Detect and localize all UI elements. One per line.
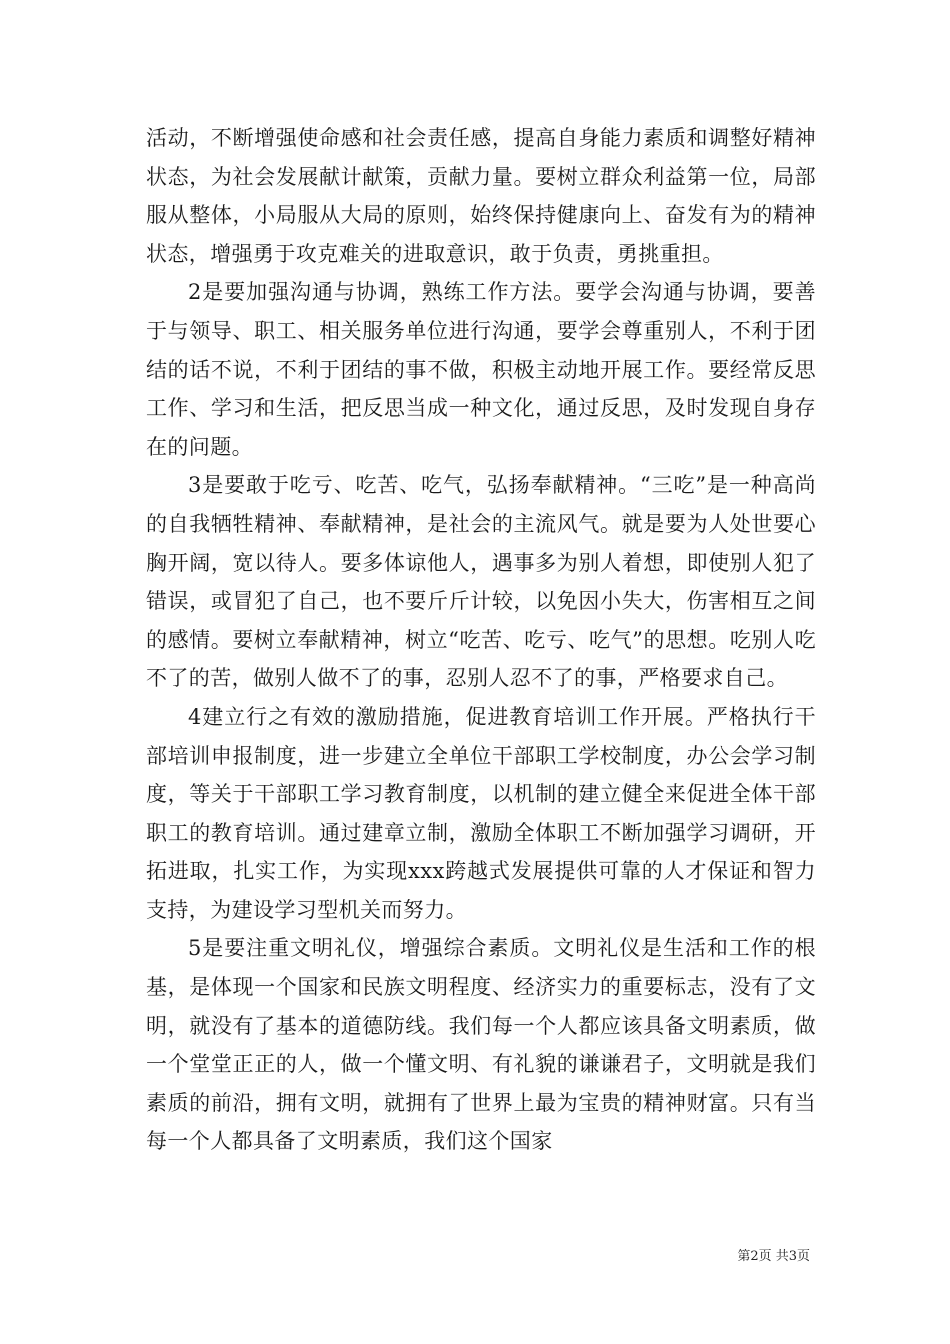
paragraph-item-5: 5是要注重文明礼仪，增强综合素质。文明礼仪是生活和工作的根基，是体现一个国家和民族文明程度、经济实力的重要标志，没有了文明，就没有了基本的道德防线。我们每一个人都应该具备文明素质，做一个堂堂正正的人，做一个懂文明、有礼貌的谦谦君子，文明就是我们素质的前沿，拥有文明，就拥有了世界上最为宝贵的精神财富。只有当每一个人都具备了文明素质，我们这个国家 (146, 936, 816, 1154)
paragraph-item-2: 2是要加强沟通与协调，熟练工作方法。要学会沟通与协调，要善于与领导、职工、相关服务单位进行沟通，要学会尊重别人，不利于团结的话不说，不利于团结的事不做，积极主动地开展工作。要经常反思工作、学习和生活，把反思当成一种文化，通过反思，及时发现自身存在的问题。 (146, 280, 816, 459)
body-text (146, 119, 816, 1161)
paragraph-continuation: 活动，不断增强使命感和社会责任感，提高自身能力素质和调整好精神状态，为社会发展献计献策，贡献力量。要树立群众利益第一位，局部服从整体，小局服从大局的原则，始终保持健康向上、奋发有为的精神状态，增强勇于攻克难关的进取意识，敢于负责，勇挑重担。 (146, 126, 816, 266)
page-number-footer: 第2页 共3页 (737, 1249, 810, 1264)
paragraph-item-3: 3是要敢于吃亏、吃苦、吃气，弘扬奉献精神。“三吃”是一种高尚的自我牺牲精神、奉献精神，是社会的主流风气。就是要为人处世要心胸开阔，宽以待人。要多体谅他人，遇事多为别人着想，即使别人犯了错误，或冒犯了自己，也不要斤斤计较，以免因小失大，伤害相互之间的感情。要树立奉献精神，树立“吃苦、吃亏、吃气”的思想。吃别人吃不了的苦，做别人做不了的事，忍别人忍不了的事，严格要求自己。 (146, 473, 816, 691)
paragraph-item-4: 4建立行之有效的激励措施，促进教育培训工作开展。严格执行干部培训申报制度，进一步建立全单位干部职工学校制度，办公会学习制度，等关于干部职工学习教育制度，以机制的建立健全来促进全体干部职工的教育培训。通过建章立制，激励全体职工不断加强学习调研，开拓进取，扎实工作，为实现xxx跨越式发展提供可靠的人才保证和智力支持，为建设学习型机关而努力。 (146, 704, 816, 922)
